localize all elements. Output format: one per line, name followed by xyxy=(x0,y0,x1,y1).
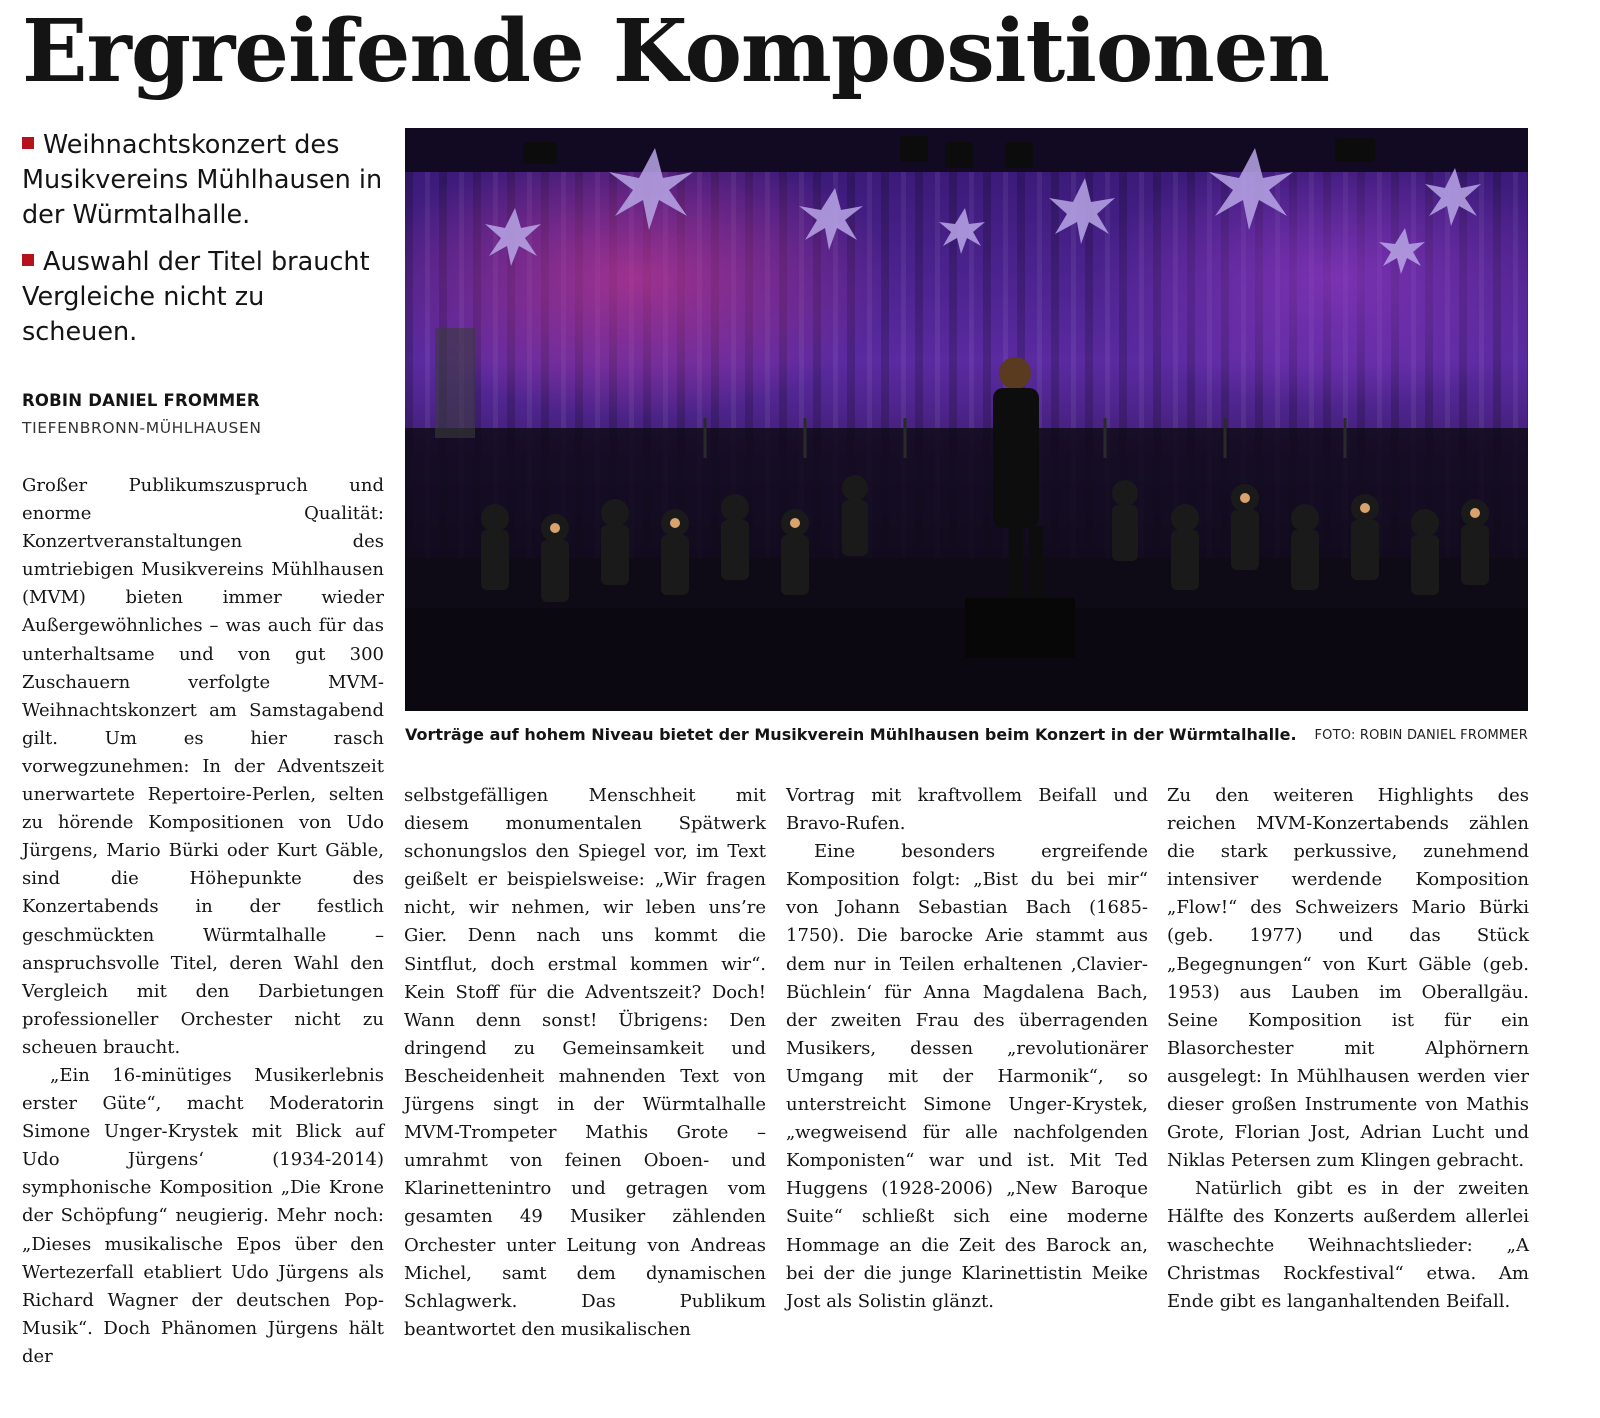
bullet-square-icon xyxy=(22,137,34,149)
concert-photo xyxy=(405,128,1528,711)
teaser-item xyxy=(22,128,387,233)
teaser-text: Weihnachtskonzert des Musikvereins Mühlhausen in der Würmtalhalle. xyxy=(22,130,383,230)
photo-credit: FOTO: ROBIN DANIEL FROMMER xyxy=(1314,728,1528,743)
paragraph: Zu den weiteren Highlights des reichen MVM-Konzertabends zählen die stark perkussive, zunehmend intensiver werdende Komposition „Flow!“ des Schweizers Mario Bürki (geb. 1977) und das Stück „Begegnungen“ von Kurt Gäble (geb. 1953) aus Lauben im Oberallgäu. Seine Komposition ist für ein Blasorchester mit Alphörnern ausgelegt: In Mühlhausen werden vier dieser großen Instrumente von Mathis Grote, Florian Jost, Adrian Lucht und Niklas Petersen zum Klingen gebracht. xyxy=(1167,785,1529,1172)
paragraph: Natürlich gibt es in der zweiten Hälfte des Konzerts außerdem allerlei waschechte Weihnachtslieder: „A Christmas Rockfestival“ etwa. Am Ende gibt es langanhaltenden Beifall. xyxy=(1167,1178,1529,1312)
dateline-location: TIEFENBRONN-MÜHLHAUSEN xyxy=(22,419,262,437)
bullet-square-icon xyxy=(22,254,34,266)
headline: Ergreifende Kompositionen xyxy=(22,1,1330,102)
text-column-2 xyxy=(404,782,766,1344)
author-name: ROBIN DANIEL FROMMER xyxy=(22,391,260,410)
photo-caption: Vorträge auf hohem Niveau bietet der Musikverein Mühlhausen beim Konzert in der Würmtalhalle. xyxy=(405,725,1297,744)
text-column-3 xyxy=(786,782,1148,1316)
paragraph: Vortrag mit kraftvollem Beifall und Bravo-Rufen. xyxy=(786,785,1148,835)
concert-photo-illustration xyxy=(405,128,1528,711)
paragraph: Großer Publikumszuspruch und enorme Qualität: Konzertveranstaltungen des umtriebigen Musikvereins Mühlhausen (MVM) bieten immer wieder Außergewöhnliches – was auch für das unterhaltsame und von gut 300 Zuschauern verfolgte MVM-Weihnachtskonzert am Samstagabend gilt. Um es hier rasch vorwegzunehmen: In der Adventszeit unerwartete Repertoire-Perlen, selten zu hörende Kompositionen von Udo Jürgens, Mario Bürki oder Kurt Gäble, sind die Höhepunkte des Konzertabends in der festlich geschmückten Würmtalhalle – anspruchsvolle Titel, deren Wahl den Vergleich mit den Darbietungen professioneller Orchester nicht zu scheuen braucht. xyxy=(22,475,384,1058)
paragraph: selbstgefälligen Menschheit mit diesem monumentalen Spätwerk schonungslos den Spiegel vor, im Text geißelt er beispielsweise: „Wir fragen nicht, wir nehmen, wir leben uns’re Gier. Denn nach uns kommt die Sintflut, doch erstmal kommen wir“. Kein Stoff für die Adventszeit? Doch! Wann denn sonst! Übrigens: Den dringend zu Gemeinsamkeit und Bescheidenheit mahnenden Text von Jürgens singt in der Würmtalhalle MVM-Trompeter Mathis Grote – umrahmt von feinen Oboen- und Klarinettenintro und getragen vom gesamten 49 Musiker zählenden Orchester unter Leitung von Andreas Michel, samt dem dynamischen Schlagwerk. Das Publikum beantwortet den musikalischen xyxy=(404,785,766,1340)
teaser-list xyxy=(22,128,387,362)
paragraph: „Ein 16-minütiges Musikerlebnis erster Güte“, macht Moderatorin Simone Unger-Krystek mit Blick auf Udo Jürgens‘ (1934-2014) symphonische Komposition „Die Krone der Schöpfung“ neugierig. Mehr noch: „Dieses musikalische Epos über den Wertezerfall etabliert Udo Jürgens als Richard Wagner der deutschen Pop-Musik“. Doch Phänomen Jürgens hält der xyxy=(22,1064,384,1367)
paragraph: Eine besonders ergreifende Komposition folgt: „Bist du bei mir“ von Johann Sebastian Bach (1685-1750). Die barocke Arie stammt aus dem nur in Teilen erhaltenen ‚Clavier-Büchlein‘ für Anna Magdalena Bach, der zweiten Frau des überragenden Musikers, dessen „revolutionärer Umgang mit der Harmonik“, so unterstreicht Simone Unger-Krystek, „wegweisend für alle nachfolgenden Komponisten“ war und ist. Mit Ted Huggens (1928-2006) „New Baroque Suite“ schließt sich eine moderne Hommage an die Zeit des Barock an, bei der die junge Klarinettistin Meike Jost als Solistin glänzt. xyxy=(786,841,1148,1312)
text-column-4 xyxy=(1167,782,1529,1316)
teaser-item xyxy=(22,245,387,350)
text-column-1 xyxy=(22,472,384,1371)
teaser-text: Auswahl der Titel braucht Vergleiche nicht zu scheuen. xyxy=(22,247,370,347)
